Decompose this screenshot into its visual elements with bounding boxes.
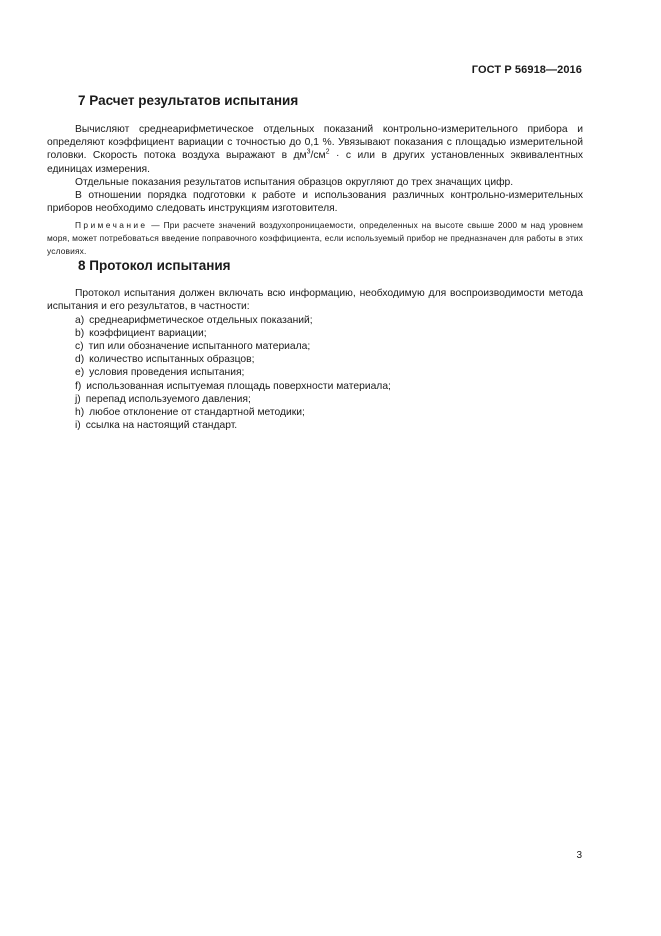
section-7-paragraph-3: В отношении порядка подготовки к работе и использования различных контрольно-измерительных приборов необходимо следовать инструкциям изготовителя. [47,190,583,215]
list-item: h) любое отклонение от стандартной методики; [75,407,305,419]
list-item: a) среднеарифметическое отдельных показаний; [75,314,313,326]
section-7-note [47,219,583,257]
section-8-body [47,287,583,432]
section-7-paragraph-2: Отдельные показания результатов испытания образцов округляют до трех значащих цифр. [75,176,514,188]
note-text: — При расчете значений воздухопроницаемости, определенных на высоте свыше 2000 м над уровнем моря, может потребоваться введение поправочного коэффициента, если используемый прибор не предназначен для работы в этих условиях. [47,220,583,256]
list-item: j) перепад используемого давления; [75,393,251,405]
list-item: i) ссылка на настоящий стандарт. [75,420,238,432]
section-8-intro: Протокол испытания должен включать всю информацию, необходимую для воспроизводимости метода испытания и его результатов, в частности: [47,288,583,313]
section-7-paragraph-1: Вычисляют среднеарифметическое отдельных показаний контрольно-измерительного прибора и определяют коэффициент вариации с точностью до 0,1 %. Увязывают показания с площадью измерительной головки. Скорость потока воздуха выражают в $дм^3/см^2 \cdot с$ или в других установленных эквивалентных единицах измерения. [47,124,583,175]
document-standard-number: ГОСТ Р 56918—2016 [471,64,582,76]
note-label: Примечание [75,220,148,231]
page-number: 3 [576,850,582,861]
list-item: b) коэффициент вариации; [75,327,207,339]
list-item: e) условия проведения испытания; [75,367,245,379]
section-8-title: 8 Протокол испытания [78,258,231,274]
section-7-body [47,123,583,257]
list-item: f) использованная испытуемая площадь поверхности материала; [75,380,391,392]
report-requirements-list [47,314,583,433]
list-item: c) тип или обозначение испытанного материала; [75,341,311,353]
list-item: d) количество испытанных образцов; [75,354,255,366]
section-7-title: 7 Расчет результатов испытания [78,93,299,108]
page-content [47,92,583,432]
